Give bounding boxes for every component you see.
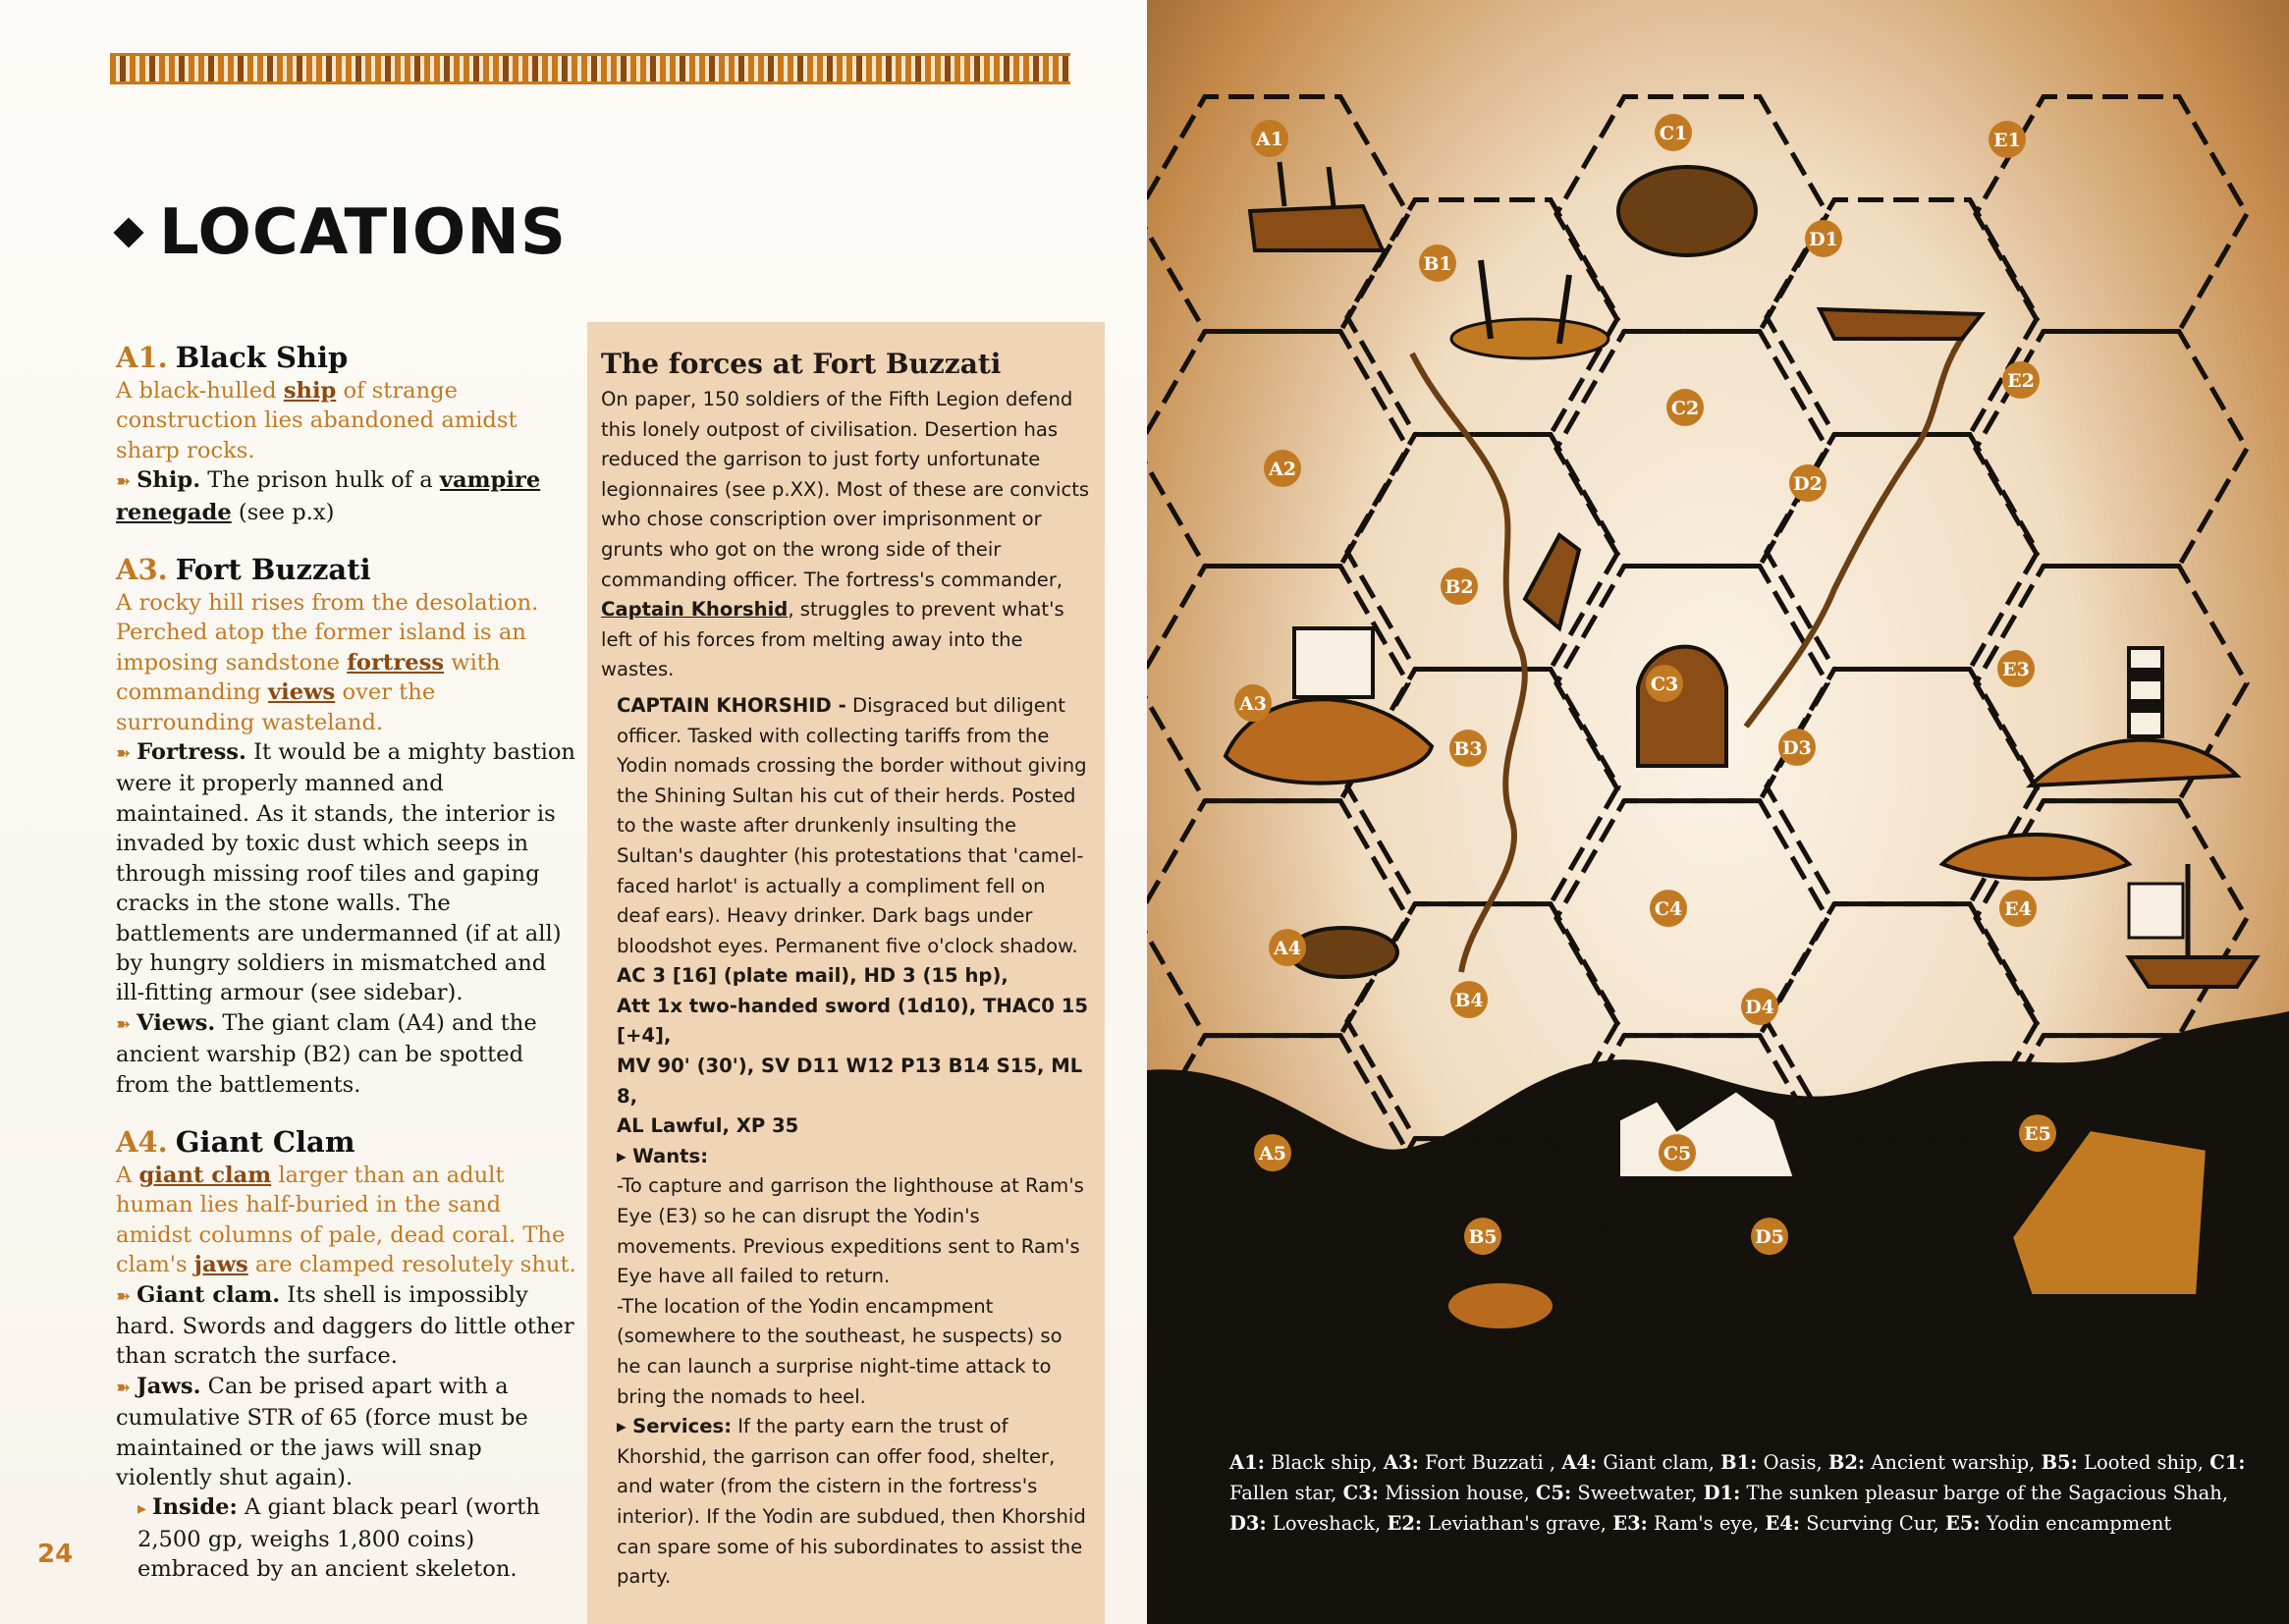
npc-want: -The location of the Yodin encampment (somewhere to the southeast, he suspects) so he can launch a surprise night-time attack to bring the nomads to heel. [617, 1294, 1063, 1408]
hex-label-c4[interactable] [1650, 890, 1687, 927]
svg-text:A1: A1 [1256, 129, 1283, 150]
svg-text:D4: D4 [1745, 997, 1774, 1019]
sidebar-intro: On paper, 150 soldiers of the Fifth Legion defend this lonely outpost of civilisation. Desertion has reduced the garrison to just forty unfortunate legionnaires (see p.XX). Most of these are convicts who chose conscription over imprisonment or grunts who got on the wrong side of their commanding officer. The fortress's commander, Captain Khorshid, struggles to prevent what's left of his forces from melting away into the wastes. [601, 388, 1090, 681]
npc-statblock [601, 691, 1091, 1593]
npc-wants-label: ▸ Wants: [617, 1144, 709, 1167]
hex-cell [1147, 801, 1408, 1036]
legend-item: C1: Fallen star, [1229, 1451, 2246, 1504]
npc-stats-line: AC 3 [16] (plate mail), HD 3 (15 hp), [617, 964, 1008, 988]
looted-ship-illustration [1446, 1281, 1554, 1330]
hex-label-a5[interactable] [1254, 1134, 1291, 1171]
arrow-bullet-icon: ➽ [116, 1013, 132, 1035]
svg-text:E2: E2 [2007, 370, 2035, 393]
map-legend [1229, 1447, 2270, 1539]
location-entry: ➽ Fortress. It would be a mighty bastion were it properly manned and maintained. As it stands, the interior is invaded by toxic dust which seeps in through missing roof tiles and gaping cracks in the stone walls. The battlements are undermanned (if at all) by hungry soldiers in mismatched and ill-fitting armour (see sidebar). [116, 739, 575, 1006]
legend-item: A1: Black ship, [1229, 1451, 1384, 1474]
keyword-link[interactable]: views [268, 679, 336, 706]
legend-item: C5: Sweetwater, [1535, 1482, 1704, 1504]
svg-text:B2: B2 [1444, 576, 1474, 599]
locations-column [116, 339, 577, 1608]
location-a3 [116, 551, 577, 1100]
hex-label-e1[interactable] [1989, 121, 2026, 158]
location-entry: ➽ Ship. The prison hulk of a vampire renegade (see p.x) [116, 467, 541, 525]
giant-clam-illustration [1289, 928, 1397, 977]
arrow-bullet-icon: ➽ [116, 1285, 132, 1307]
svg-text:D5: D5 [1755, 1226, 1784, 1249]
hex-label-c5[interactable] [1659, 1134, 1696, 1171]
legend-item: B5: Looted ship, [2041, 1451, 2210, 1474]
pirate-ship-illustration [2129, 864, 2257, 987]
hex-map [1147, 0, 2289, 1624]
svg-text:A4: A4 [1274, 938, 1301, 960]
sidebar-title: The forces at Fort Buzzati [601, 348, 1002, 380]
hex-label-d1[interactable] [1805, 220, 1842, 257]
svg-text:A5: A5 [1259, 1143, 1286, 1165]
svg-text:D1: D1 [1809, 229, 1838, 250]
legend-item: A3: Fort Buzzati , [1383, 1451, 1562, 1474]
barge-illustration [1820, 309, 1982, 339]
arrow-bullet-icon: ➽ [116, 1377, 132, 1398]
hex-label-c1[interactable] [1655, 114, 1692, 151]
hex-cell [1347, 200, 1618, 435]
hex-label-b3[interactable] [1449, 730, 1487, 767]
npc-stats-line: MV 90' (30'), SV D11 W12 P13 B14 S15, ML 8, [617, 1055, 1083, 1108]
page-title-text: LOCATIONS [159, 196, 567, 269]
keyword-link[interactable]: vampire renegade [116, 467, 541, 525]
black-ship-illustration [1250, 162, 1383, 250]
svg-text:C3: C3 [1650, 674, 1679, 696]
svg-text:E1: E1 [1993, 130, 2021, 151]
location-entry: ▸ Inside: A giant black pearl (worth 2,500 gp, weighs 1,800 coins) embraced by an ancient skeleton. [137, 1494, 540, 1583]
location-a4 [116, 1123, 577, 1585]
legend-item: E3: Ram's eye, [1612, 1512, 1766, 1535]
legend-item: E2: Leviathan's grave, [1387, 1512, 1613, 1535]
svg-text:C1: C1 [1659, 123, 1688, 144]
oasis-illustration [1451, 260, 1608, 358]
page-number: 24 [37, 1540, 74, 1569]
triangle-bullet-icon: ▸ [617, 1415, 633, 1438]
arrow-bullet-icon: ➽ [116, 743, 132, 765]
arrow-bullet-icon: ➽ [116, 471, 132, 493]
location-heading: A1. Black Ship [116, 341, 349, 374]
hex-label-d5[interactable] [1751, 1218, 1788, 1255]
hex-cell [1556, 801, 1827, 1036]
hex-label-e2[interactable] [2002, 361, 2040, 399]
legend-item: A4: Giant clam, [1561, 1451, 1721, 1474]
npc-stats-line: AL Lawful, XP 35 [617, 1114, 799, 1138]
hex-label-e4[interactable] [1999, 890, 2037, 927]
location-intro: A black-hulled ship of strange construction lies abandoned amidst sharp rocks. [116, 378, 518, 463]
hex-label-a2[interactable] [1264, 450, 1301, 487]
hex-label-a3[interactable] [1234, 684, 1272, 722]
npc-want: -To capture and garrison the lighthouse at Ram's Eye (E3) so he can disrupt the Yodin's movements. Previous expeditions sent to Ram's Eye have all failed to return. [617, 1174, 1084, 1288]
npc-link[interactable]: Captain Khorshid [601, 598, 789, 622]
npc-description: CAPTAIN KHORSHID - Disgraced but diligent officer. Tasked with collecting tariffs from the Yodin nomads crossing the border without giving the Shining Sultan his cut of their herds. Posted to the waste after drunkenly insulting the Sultan's daughter (his protestations that 'camel-faced harlot' is actually a compliment fell on deaf ears). Heavy drinker. Dark bags under bloodshot eyes. Permanent five o'clock shadow. [617, 693, 1087, 957]
warship-illustration [1525, 535, 1579, 628]
hex-cell [1347, 670, 1618, 904]
loveshack-illustration [1942, 835, 2129, 879]
svg-text:B5: B5 [1468, 1226, 1498, 1249]
keyword-link[interactable]: ship [283, 378, 337, 404]
svg-text:A3: A3 [1239, 693, 1267, 716]
location-entry: ➽ Views. The giant clam (A4) and the ancient warship (B2) can be spotted from the battlements. [116, 1009, 537, 1098]
hex-label-d4[interactable] [1741, 988, 1778, 1025]
hex-label-c2[interactable] [1666, 389, 1704, 426]
mission-house-illustration [1638, 647, 1726, 766]
svg-text:E4: E4 [2004, 898, 2032, 921]
legend-item: E4: Scurving Cur, [1765, 1512, 1945, 1535]
page-title [118, 196, 567, 269]
hex-label-b2[interactable] [1441, 568, 1478, 605]
legend-item: B1: Oasis, [1720, 1451, 1828, 1474]
hex-label-b5[interactable] [1464, 1218, 1501, 1255]
svg-text:E3: E3 [2002, 659, 2030, 681]
npc-services: ▸ Services: If the party earn the trust of Khorshid, the garrison can offer food, shelter, and water (from the cistern in the fortress's interior). If the Yodin are subdued, then Khorshid can spare some of his subordinates to assist the party. [617, 1415, 1086, 1589]
location-entry: ➽ Jaws. Can be prised apart with a cumulative STR of 65 (force must be maintained or the jaws will snap violently shut again). [116, 1373, 528, 1490]
fallen-star-illustration [1618, 167, 1756, 255]
npc-stats-line: Att 1x two-handed sword (1d10), THAC0 15 [+4], [617, 994, 1089, 1048]
diamond-icon [113, 217, 143, 247]
svg-text:C4: C4 [1654, 898, 1683, 921]
legend-item: C3: Mission house, [1342, 1482, 1536, 1504]
hex-label-b1[interactable] [1419, 244, 1456, 282]
location-intro: A rocky hill rises from the desolation. Perched atop the former island is an imposing sandstone fortress with commanding views over the surrounding wasteland. [116, 590, 539, 735]
location-intro: A giant clam larger than an adult human lies half-buried in the sand amidst columns of pale, dead coral. The clam's jaws are clamped resolutely shut. [116, 1162, 576, 1278]
hex-label-a4[interactable] [1269, 929, 1306, 966]
svg-text:B4: B4 [1454, 990, 1484, 1012]
legend-item: D3: Loveshack, [1229, 1512, 1388, 1535]
svg-text:C2: C2 [1670, 398, 1700, 420]
legend-item: D1: The sunken pleasur barge of the Sagacious Shah, [1703, 1482, 2229, 1504]
hex-label-d3[interactable] [1778, 729, 1816, 766]
svg-text:C5: C5 [1662, 1143, 1692, 1165]
svg-text:A2: A2 [1269, 459, 1296, 481]
svg-text:D3: D3 [1782, 737, 1812, 760]
hex-cell [1147, 332, 1408, 567]
map-page [1147, 0, 2289, 1624]
svg-text:B3: B3 [1453, 738, 1483, 761]
legend-item: B2: Ancient warship, [1827, 1451, 2042, 1474]
hex-label-d2[interactable] [1789, 464, 1826, 502]
decorative-border [110, 53, 1070, 84]
sidebar-box [587, 322, 1105, 1624]
location-heading: A4. Giant Clam [116, 1124, 355, 1159]
triangle-bullet-icon: ▸ [617, 1144, 633, 1167]
location-entry: ➽ Giant clam. Its shell is impossibly hard. Swords and daggers do little other than scratch the surface. [116, 1281, 574, 1370]
hex-label-a1[interactable] [1251, 120, 1288, 157]
location-a1 [116, 339, 577, 527]
crack-line [1412, 353, 1525, 972]
hex-label-c3[interactable] [1646, 665, 1683, 702]
lighthouse-illustration [2031, 648, 2237, 785]
hex-label-b4[interactable] [1450, 981, 1488, 1018]
keyword-link[interactable]: jaws [193, 1252, 248, 1278]
location-heading: A3. Fort Buzzati [116, 553, 371, 587]
svg-text:E5: E5 [2024, 1123, 2051, 1146]
hex-label-e5[interactable] [2019, 1114, 2056, 1152]
svg-text:D2: D2 [1793, 473, 1823, 496]
keyword-link[interactable]: fortress [347, 649, 445, 676]
hex-label-e3[interactable] [1997, 650, 2035, 687]
legend-item: E5: Yodin encampment [1944, 1512, 2172, 1535]
hex-cell [1556, 332, 1827, 567]
keyword-link[interactable]: giant clam [138, 1162, 272, 1188]
svg-text:B1: B1 [1423, 253, 1452, 275]
triangle-bullet-icon: ▸ [137, 1498, 147, 1520]
